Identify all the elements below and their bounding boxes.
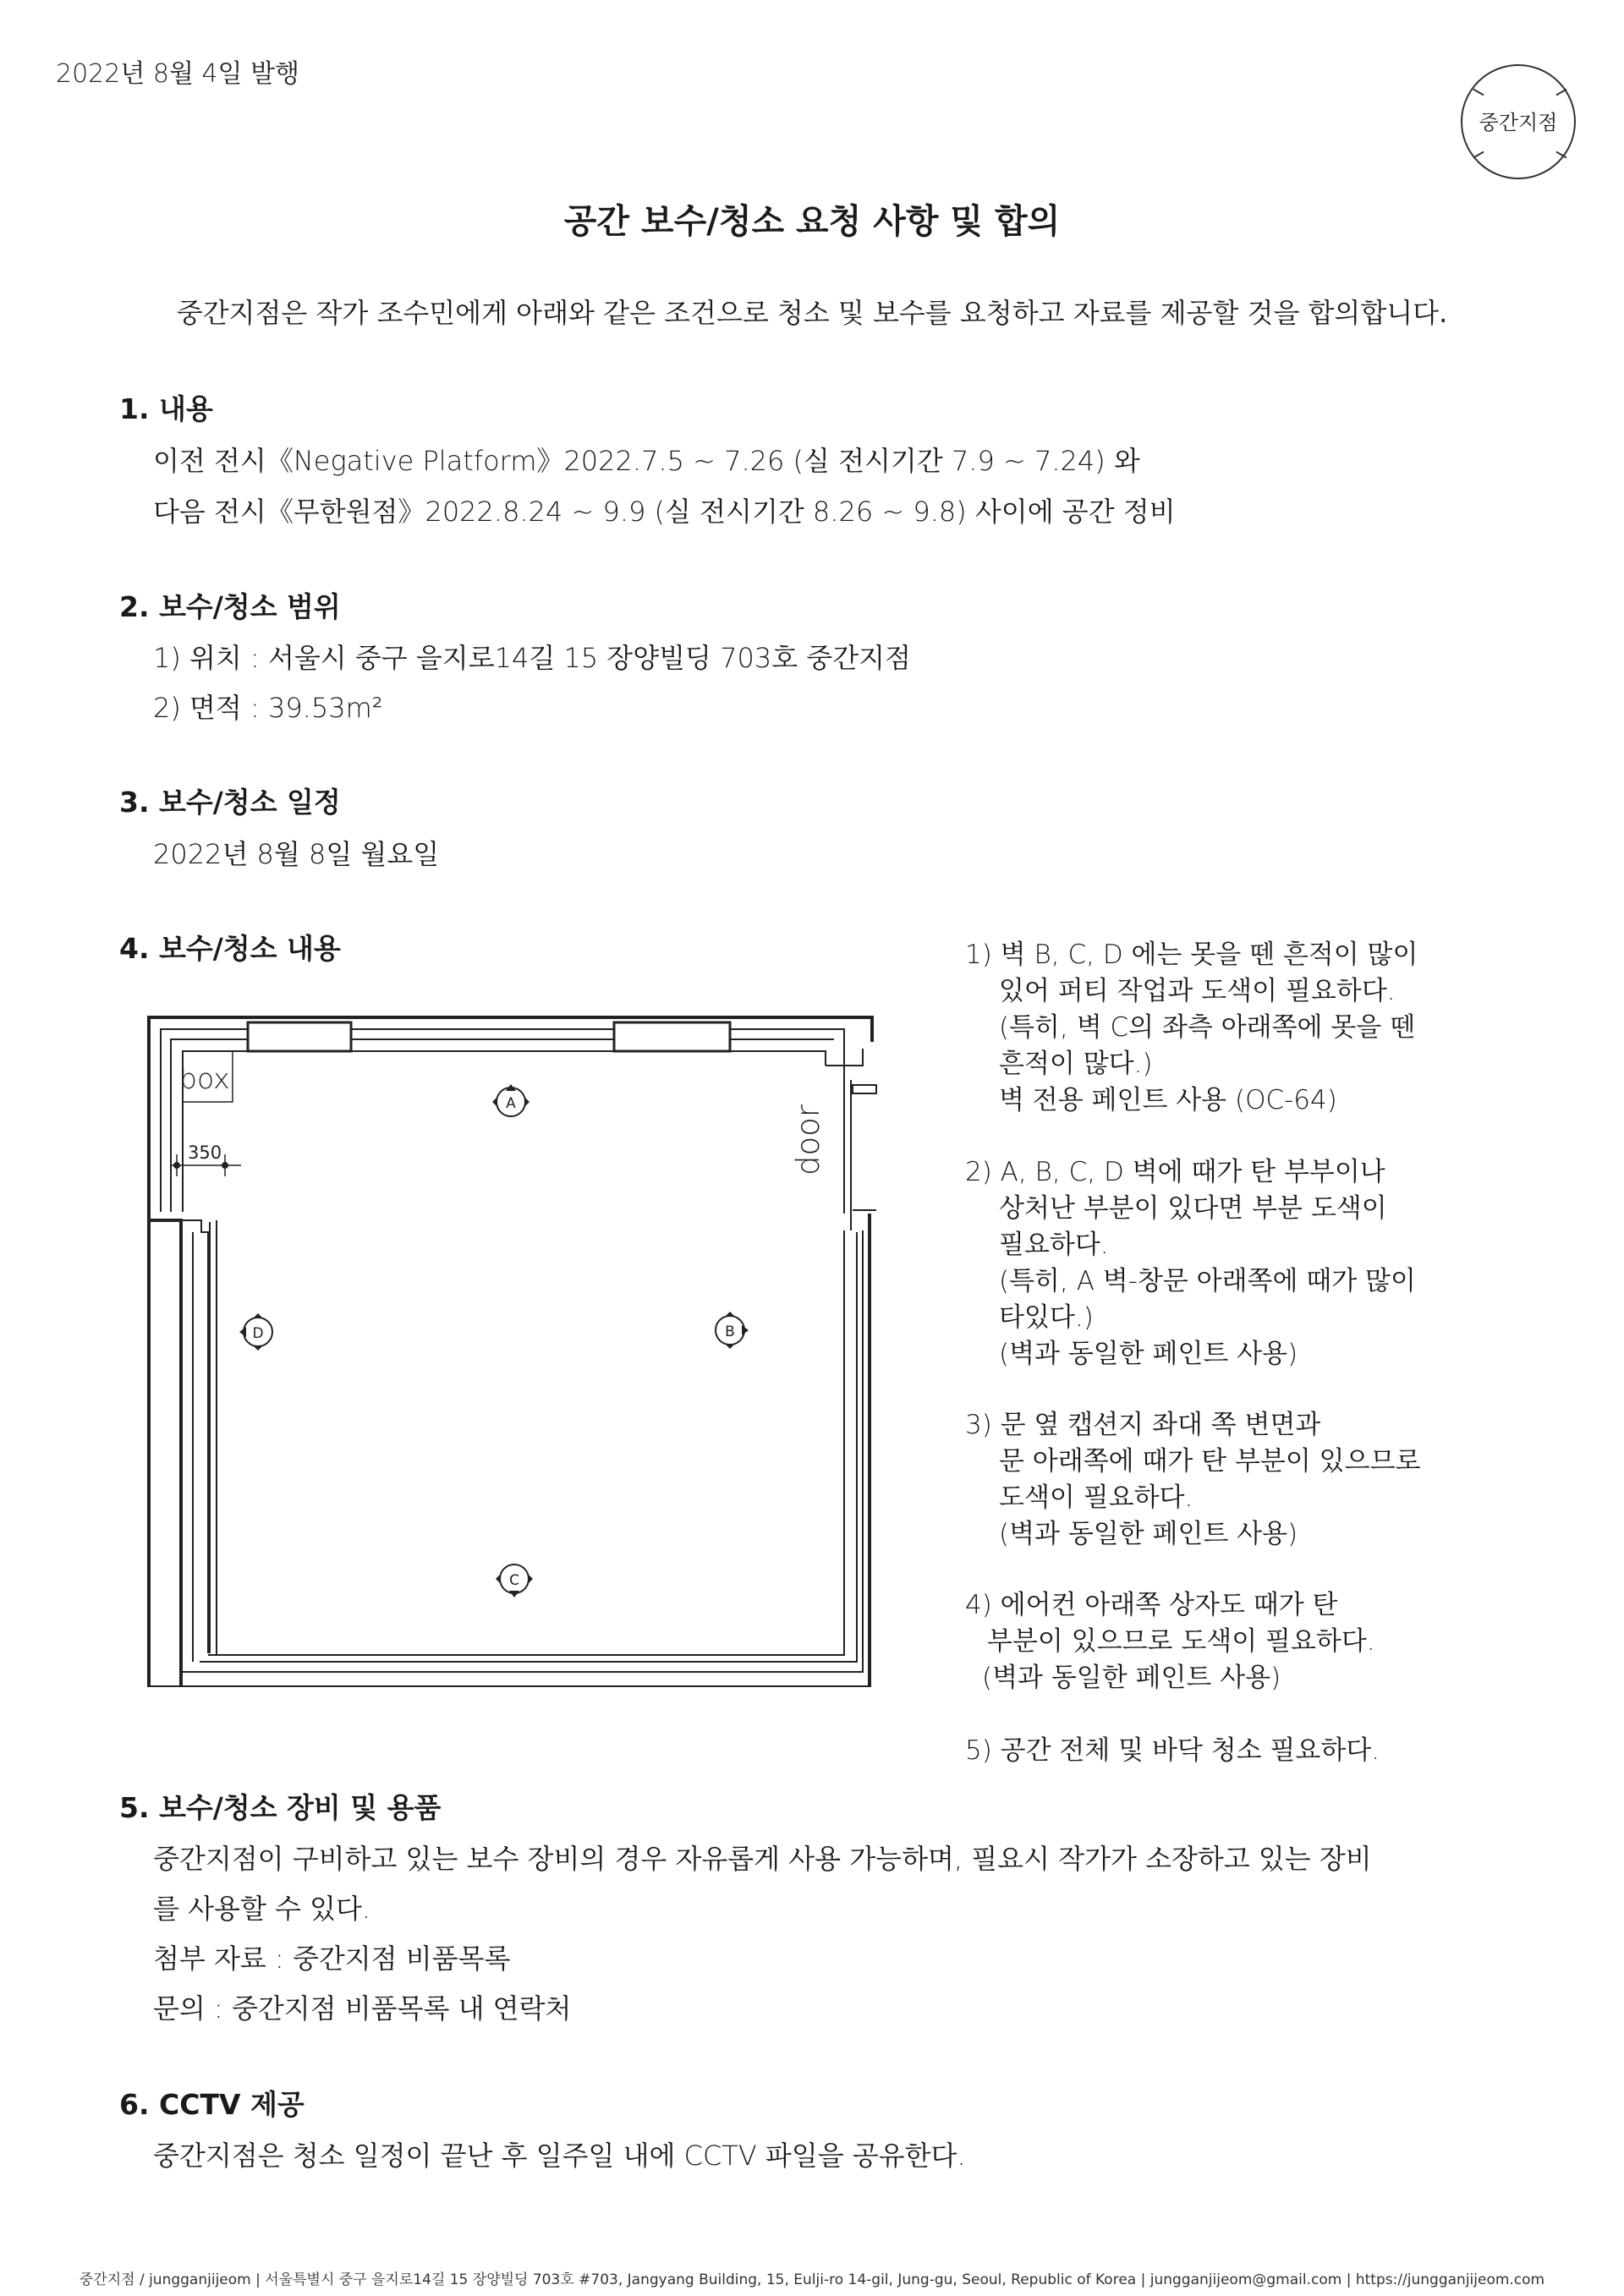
section-5-heading: 5. 보수/청소 장비 및 용품: [119, 1791, 442, 1824]
note-line: 2) A, B, C, D 벽에 때가 탄 부부이나: [965, 1157, 1385, 1187]
section-4-heading: 4. 보수/청소 내용: [119, 932, 341, 965]
wall-marker-a: [492, 1084, 529, 1116]
note-line: 5) 공간 전체 및 바닥 청소 필요하다.: [965, 1735, 1380, 1766]
section-2-line: 1) 위치 : 서울시 중구 을지로14길 15 장양빌딩 703호 중간지점: [153, 642, 911, 674]
note-line: 1) 벽 B, C, D 에는 못을 뗀 흔적이 많이: [965, 940, 1418, 970]
note-line: 문 아래쪽에 때가 탄 부분이 있으므로: [999, 1446, 1421, 1477]
box-label: box: [179, 1062, 230, 1095]
dimension-label: 350: [188, 1143, 222, 1163]
section-1-line: 이전 전시《Negative Platform》2022.7.5 ~ 7.26 (실 전시기간 7.9 ~ 7.24) 와: [153, 445, 1140, 477]
logo-seal: [1461, 64, 1576, 179]
note-line: (벽과 동일한 페인트 사용): [982, 1663, 1281, 1693]
wall-marker-c: [496, 1564, 533, 1597]
note-4: [965, 1587, 1375, 1696]
section-2-heading: 2. 보수/청소 범위: [119, 590, 341, 623]
note-line: 타있다.): [999, 1302, 1094, 1333]
note-line: (벽과 동일한 페인트 사용): [999, 1339, 1298, 1369]
note-line: 4) 에어컨 아래쪽 상자도 때가 탄: [965, 1590, 1338, 1620]
section-1-heading: 1. 내용: [119, 392, 213, 425]
wall-marker-d: [239, 1313, 272, 1351]
note-line: 벽 전용 페인트 사용 (OC-64): [999, 1085, 1337, 1115]
section-5-line: 첨부 자료 : 중간지점 비품목록: [153, 1943, 511, 1975]
note-5: [965, 1733, 1380, 1769]
svg-text:B: B: [725, 1323, 735, 1340]
note-line: (벽과 동일한 페인트 사용): [999, 1519, 1298, 1549]
note-line: 필요하다.: [999, 1230, 1109, 1260]
section-6-line: 중간지점은 청소 일정이 끝난 후 일주일 내에 CCTV 파일을 공유한다.: [153, 2140, 966, 2172]
note-line: 상처난 부분이 있다면 부분 도색이: [999, 1193, 1387, 1224]
svg-text:D: D: [252, 1325, 264, 1342]
intro-text: 중간지점은 작가 조수민에게 아래와 같은 조건으로 청소 및 보수를 요청하고 자료를 제공할 것을 합의합니다.: [176, 297, 1448, 329]
section-5-line: 중간지점이 구비하고 있는 보수 장비의 경우 자유롭게 사용 가능하며, 필요시 작가가 소장하고 있는 장비: [153, 1843, 1372, 1875]
section-3-heading: 3. 보수/청소 일정: [119, 786, 341, 819]
svg-text:A: A: [506, 1095, 516, 1112]
note-3: [965, 1407, 1420, 1553]
floor-plan: [142, 1011, 886, 1687]
section-1-line: 다음 전시《무한원점》2022.8.24 ~ 9.9 (실 전시기간 8.26 ~ 9.8) 사이에 공간 정비: [153, 496, 1176, 528]
note-2: [965, 1154, 1416, 1373]
issue-date: 2022년 8월 4일 발행: [56, 59, 300, 89]
section-5-line: 문의 : 중간지점 비품목록 내 연락처: [153, 1992, 572, 2025]
footer: 중간지점 / jungganjijeom | 서울특별시 중구 을지로14길 15 장양빌딩 703호 #703, Jangyang Building, 15, Eulji-ro 14-gil, Jung-gu, Seoul, Republic of Korea | jungganjijeom@gmail.com | https://jungganjijeom.com: [79, 2271, 1545, 2288]
section-3-line: 2022년 8월 8일 월요일: [153, 838, 440, 870]
note-line: (특히, A 벽-창문 아래쪽에 때가 많이: [999, 1266, 1416, 1296]
note-1: [965, 937, 1418, 1119]
note-line: 흔적이 많다.): [999, 1049, 1153, 1079]
wall-marker-b: [716, 1312, 749, 1349]
note-line: 부분이 있으므로 도색이 필요하다.: [987, 1626, 1375, 1657]
section-6-heading: 6. CCTV 제공: [119, 2088, 304, 2121]
note-line: 3) 문 옆 캡션지 좌대 쪽 변면과: [965, 1410, 1321, 1440]
door-label: door: [790, 1104, 826, 1175]
note-line: (특히, 벽 C의 좌측 아래쪽에 못을 뗀: [999, 1012, 1416, 1043]
section-2-line: 2) 면적 : 39.53m²: [153, 692, 383, 724]
note-line: 도색이 필요하다.: [999, 1482, 1193, 1513]
logo-text: 중간지점: [1479, 111, 1558, 134]
svg-text:C: C: [509, 1572, 519, 1589]
section-5-line: 를 사용할 수 있다.: [153, 1893, 371, 1925]
page-title: 공간 보수/청소 요청 사항 및 합의: [563, 202, 1061, 241]
note-line: 있어 퍼티 작업과 도색이 필요하다.: [999, 976, 1396, 1006]
